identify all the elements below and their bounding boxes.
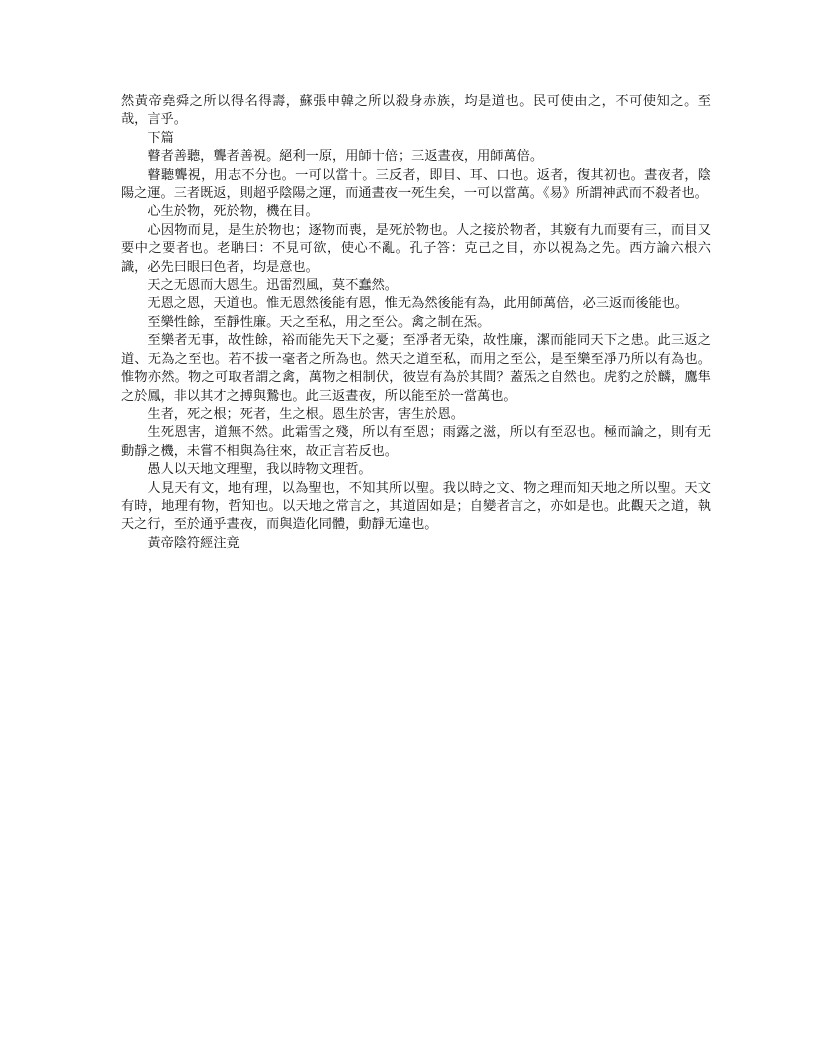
document-page xyxy=(121,93,711,553)
paragraph-5: 心生於物，死於物，機在目。 xyxy=(147,204,319,220)
paragraph-3: 瞽者善聽，聾者善視。絕利一原，用師十倍；三返晝夜，用師萬倍。 xyxy=(147,149,544,165)
paragraph-11: 生者，死之根；死者，生之根。恩生於害，害生於恩。 xyxy=(147,406,464,422)
paragraph-10: 至樂者无事，故性餘，裕而能先天下之憂；至凈者无染，故性廉，潔而能同天下之患。此三返之道、无為之至也。若不拔一毫者之所為也。然天之道至私，而用之至公，是至樂至凈乃所以有為也。惟物亦然。物之可取者謂之禽，萬物之相制伏，彼豈有為於其間？蓋炁之自然也。虎豹之於麟，鷹隼之於鳳，非以其才之搏與鷙也。此三返晝夜，所以能至於一當萬也。 xyxy=(121,333,711,404)
paragraph-12: 生死恩害，道無不然。此霜雪之殘，所以有至恩；雨露之滋，所以有至忍也。極而論之，則有无動靜之機，未嘗不相與為往來，故正言若反也。 xyxy=(121,425,711,459)
paragraph-7: 天之无恩而大恩生。迅雷烈風，莫不蠢然。 xyxy=(147,278,398,294)
paragraph-14: 人見天有文，地有理，以為聖也，不知其所以聖。我以時之文、物之理而知天地之所以聖。天文有時，地理有物，哲知也。以天地之常言之，其道固如是；自變者言之，亦如是也。此觀天之道，執天之行，至於通乎晝夜，而與造化同體，動靜无違也。 xyxy=(121,480,711,533)
paragraph-13: 愚人以天地文理聖，我以時物文理哲。 xyxy=(147,462,372,478)
paragraph-6: 心因物而見，是生於物也；逐物而喪，是死於物也。人之接於物者，其竅有九而要有三，而目又要中之要者也。老聃曰：不見可欲，使心不亂。孔子答：克己之目，亦以視為之先。西方論六根六識，必先曰眼曰色者，均是意也。 xyxy=(121,222,711,275)
closing-line: 黃帝陰符經注竟 xyxy=(147,535,240,551)
paragraph-9: 至樂性餘，至靜性廉。天之至私，用之至公。禽之制在炁。 xyxy=(147,314,491,330)
section-heading: 下篇 xyxy=(147,130,174,146)
paragraph-1: 然黃帝堯舜之所以得名得壽，蘇張申韓之所以殺身赤族，均是道也。民可使由之，不可使知之。至哉，言乎。 xyxy=(121,94,711,128)
paragraph-4: 瞽聽聾視，用志不分也。一可以當十。三反者，即目、耳、口也。返者，復其初也。晝夜者，陰陽之運。三者既返，則超乎陰陽之運，而通晝夜一死生矣，一可以當萬。《易》所謂神武而不殺者也。 xyxy=(121,167,711,202)
paragraph-8: 无恩之恩，天道也。惟无恩然後能有恩，惟无為然後能有為，此用師萬倍，必三返而後能也。 xyxy=(147,296,689,312)
